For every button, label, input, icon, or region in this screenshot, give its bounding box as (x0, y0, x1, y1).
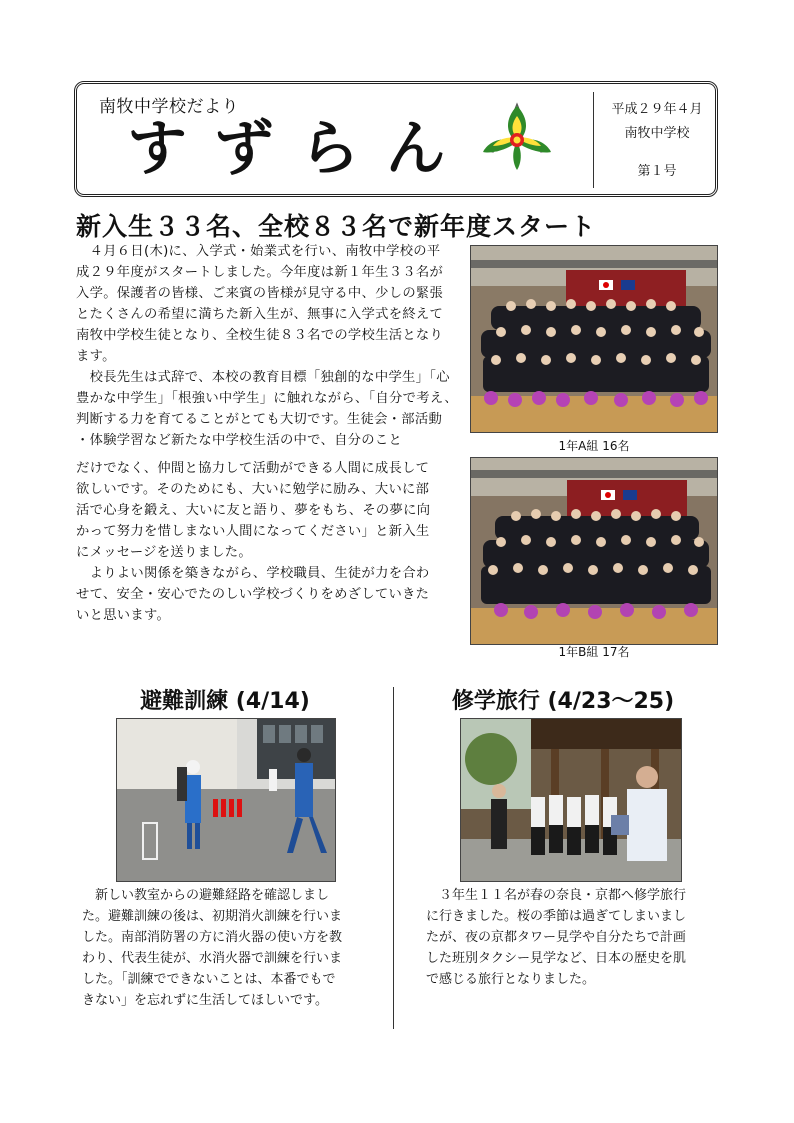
article-line: 豊かな中学生」「根強い中学生」に触れながら、「自分で考え、 (76, 391, 458, 406)
school-trip-line: に行きました。桜の季節は過ぎてしまいまし (426, 909, 687, 924)
school-trip-line: で感じる旅行となりました。 (426, 972, 596, 987)
issue-date: 平成２９年４月 (611, 102, 703, 117)
article-line: とたくさんの希望に満ちた新入生が、無事に入学式を終えて (76, 307, 444, 322)
article-line: ます。 (76, 349, 116, 364)
masthead (74, 81, 718, 197)
evacuation-line: た。避難訓練の後は、初期消火訓練を行いま (82, 909, 343, 924)
class-a-photo (470, 245, 718, 433)
class-b-caption: 1年B組 17名 (558, 645, 630, 659)
evacuation-title: 避難訓練 (4/14) (140, 689, 310, 714)
article-line: 成２９年度がスタートしました。今年度は新１年生３３名が (76, 265, 444, 280)
school-trip-line: ３年生１１名が春の奈良・京都へ修学旅行 (426, 888, 687, 903)
article-line: 校長先生は式辞で、本校の教育目標「独創的な中学生」「心 (76, 370, 450, 385)
article-line: 入学。保護者の皆様、ご来賓の皆様が見守る中、少しの緊張 (76, 286, 444, 301)
school-trip-photo (460, 718, 682, 882)
article-line: せて、安全・安心でたのしい学校づくりをめざしていきた (76, 587, 430, 602)
school-trip-line: たが、夜の京都タワー見学や自分たちで計画 (426, 930, 686, 945)
article-body-mid (76, 458, 468, 626)
evacuation-line: きない」を忘れずに生活してほしいです。 (82, 993, 328, 1008)
school-trip-title: 修学旅行 (4/23～25) (451, 689, 675, 714)
class-a-caption: 1年A組 16名 (558, 439, 630, 453)
article-line: 判断する力を育てることがとても大切です。生徒会・部活動 (76, 412, 443, 427)
issue-number: 第１号 (637, 164, 677, 179)
newsletter-subtitle: 南牧中学校だより (99, 97, 239, 117)
article-line: よりよい関係を築きながら、学校職員、生徒が力を合わ (76, 566, 430, 581)
article-body-top (76, 241, 468, 451)
article-line: 南牧中学校生徒となり、全校生徒８３名での学校生活となり (76, 328, 444, 343)
article-line: いと思います。 (76, 608, 171, 623)
issue-info (599, 98, 715, 184)
article-line: にメッセージを送りました。 (76, 545, 252, 560)
article-line: ・体験学習など新たな中学校生活の中で、自分のこと (76, 433, 403, 448)
school-trip-line: した班別タクシー見学など、日本の歴史を肌 (426, 951, 687, 966)
class-b-photo-image (471, 458, 718, 645)
article-line: だけでなく、仲間と協力して活動ができる人間に成長して (76, 461, 430, 476)
newsletter-title: すずらん (127, 114, 472, 184)
article-line: ４月６日(木)に、入学式・始業式を行い、南牧中学校の平 (76, 244, 441, 259)
evacuation-photo (116, 718, 336, 882)
school-trip-body (426, 885, 686, 990)
evacuation-line: した。「訓練でできないことは、本番でもで (82, 972, 336, 987)
issue-school: 南牧中学校 (624, 126, 690, 141)
evacuation-line: 新しい教室からの避難経路を確認しまし (82, 888, 330, 903)
article-headline: 新入生３３名、全校８３名で新年度スタート (76, 212, 597, 241)
evacuation-body (82, 885, 342, 1011)
class-b-photo (470, 457, 718, 645)
article-line: かって努力を惜しまない人間になってください」と新入生 (76, 524, 430, 539)
school-trip-photo-image (461, 719, 682, 882)
article-line: 活で心身を鍛え、大いに友と語り、夢をもち、その夢に向 (76, 503, 431, 518)
masthead-divider (593, 92, 594, 188)
article-line: 欲しいです。そのためにも、大いに勉学に励み、大いに部 (76, 482, 430, 497)
column-divider (393, 687, 394, 1029)
evacuation-line: した。南部消防署の方に消火器の使い方を教 (82, 930, 343, 945)
evacuation-line: わり、代表生徒が、水消火器で訓練を行いま (82, 951, 343, 966)
evacuation-photo-image (117, 719, 336, 882)
class-a-photo-image (471, 246, 718, 433)
suzuran-emblem-icon (477, 98, 557, 178)
